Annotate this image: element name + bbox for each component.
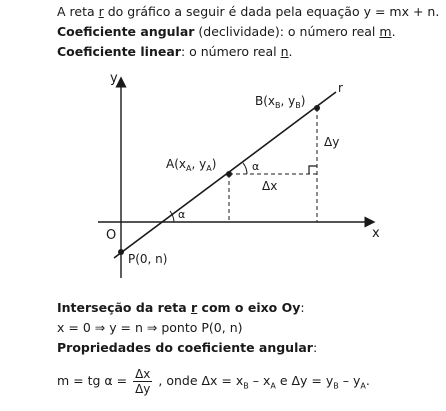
- point-A-dot: [226, 171, 232, 177]
- formula-end: .: [365, 373, 370, 388]
- formula-rest1: , onde Δx = x: [158, 373, 244, 388]
- intro-r: r: [98, 4, 104, 19]
- point-P-dot: [118, 249, 124, 255]
- formula-sub-b1: B: [243, 381, 249, 391]
- line-r-label: r: [338, 81, 343, 95]
- origin-label: O: [106, 228, 117, 243]
- formula-sub-b2: B: [333, 381, 339, 391]
- intro-middle: do gráfico a seguir é dada pela equação y = mx + n.: [103, 4, 440, 19]
- formula-line: [57, 367, 370, 396]
- intersection-title: [57, 299, 305, 317]
- formula-rest2: e Δy = y: [275, 373, 334, 388]
- properties-label: Propriedades do coeficiente angular: [57, 340, 313, 355]
- linear-label: Coeficiente linear: [57, 44, 181, 59]
- formula-minus1: – x: [248, 373, 271, 388]
- formula-fraction: [133, 367, 152, 396]
- intro-prefix: A reta: [57, 4, 99, 19]
- formula-sub-a1: A: [270, 381, 276, 391]
- point-A-label: $A(x_A$, $y_A$): [166, 157, 217, 173]
- alpha-A: α: [252, 160, 260, 173]
- delta-y-label: Δy: [324, 135, 340, 149]
- properties-title: [57, 339, 317, 357]
- intersection-colon: :: [300, 300, 305, 315]
- linear-end: .: [288, 44, 293, 59]
- intersection-rest: com o eixo Oy: [197, 300, 301, 315]
- point-P-label: P(0, n): [128, 252, 168, 266]
- intersection-equation-text: x = 0 ⇒ y = n ⇒ ponto P(0, n): [57, 320, 243, 335]
- intersection-label: Interseção da reta: [57, 300, 192, 315]
- right-angle-mark: [309, 166, 317, 174]
- angular-rest: (declividade): o número real: [194, 24, 380, 39]
- x-axis-label: x: [372, 226, 380, 241]
- alpha-origin: α: [178, 208, 186, 221]
- formula-numerator: Δx: [135, 367, 151, 381]
- delta-x-label: Δx: [262, 179, 278, 193]
- formula-lhs: m = tg α =: [57, 373, 128, 388]
- properties-colon: :: [312, 340, 318, 355]
- linear-rest: : o número real: [180, 44, 281, 59]
- angular-end: .: [391, 24, 396, 39]
- angle-arc-A: [243, 163, 247, 174]
- formula-denominator: Δy: [135, 382, 151, 396]
- formula-minus2: – y: [338, 373, 361, 388]
- formula-sub-a2: A: [360, 381, 366, 391]
- line-r: [114, 92, 336, 258]
- angular-m: m: [379, 24, 392, 39]
- point-B-label: $B(x_B$, $y_B$): [255, 94, 306, 110]
- angular-label: Coeficiente angular: [57, 24, 195, 39]
- intersection-equation: [57, 319, 243, 337]
- point-B-dot: [314, 105, 320, 111]
- y-axis-label: y: [110, 71, 118, 86]
- intersection-r: r: [191, 300, 198, 315]
- linear-n: n: [280, 44, 289, 59]
